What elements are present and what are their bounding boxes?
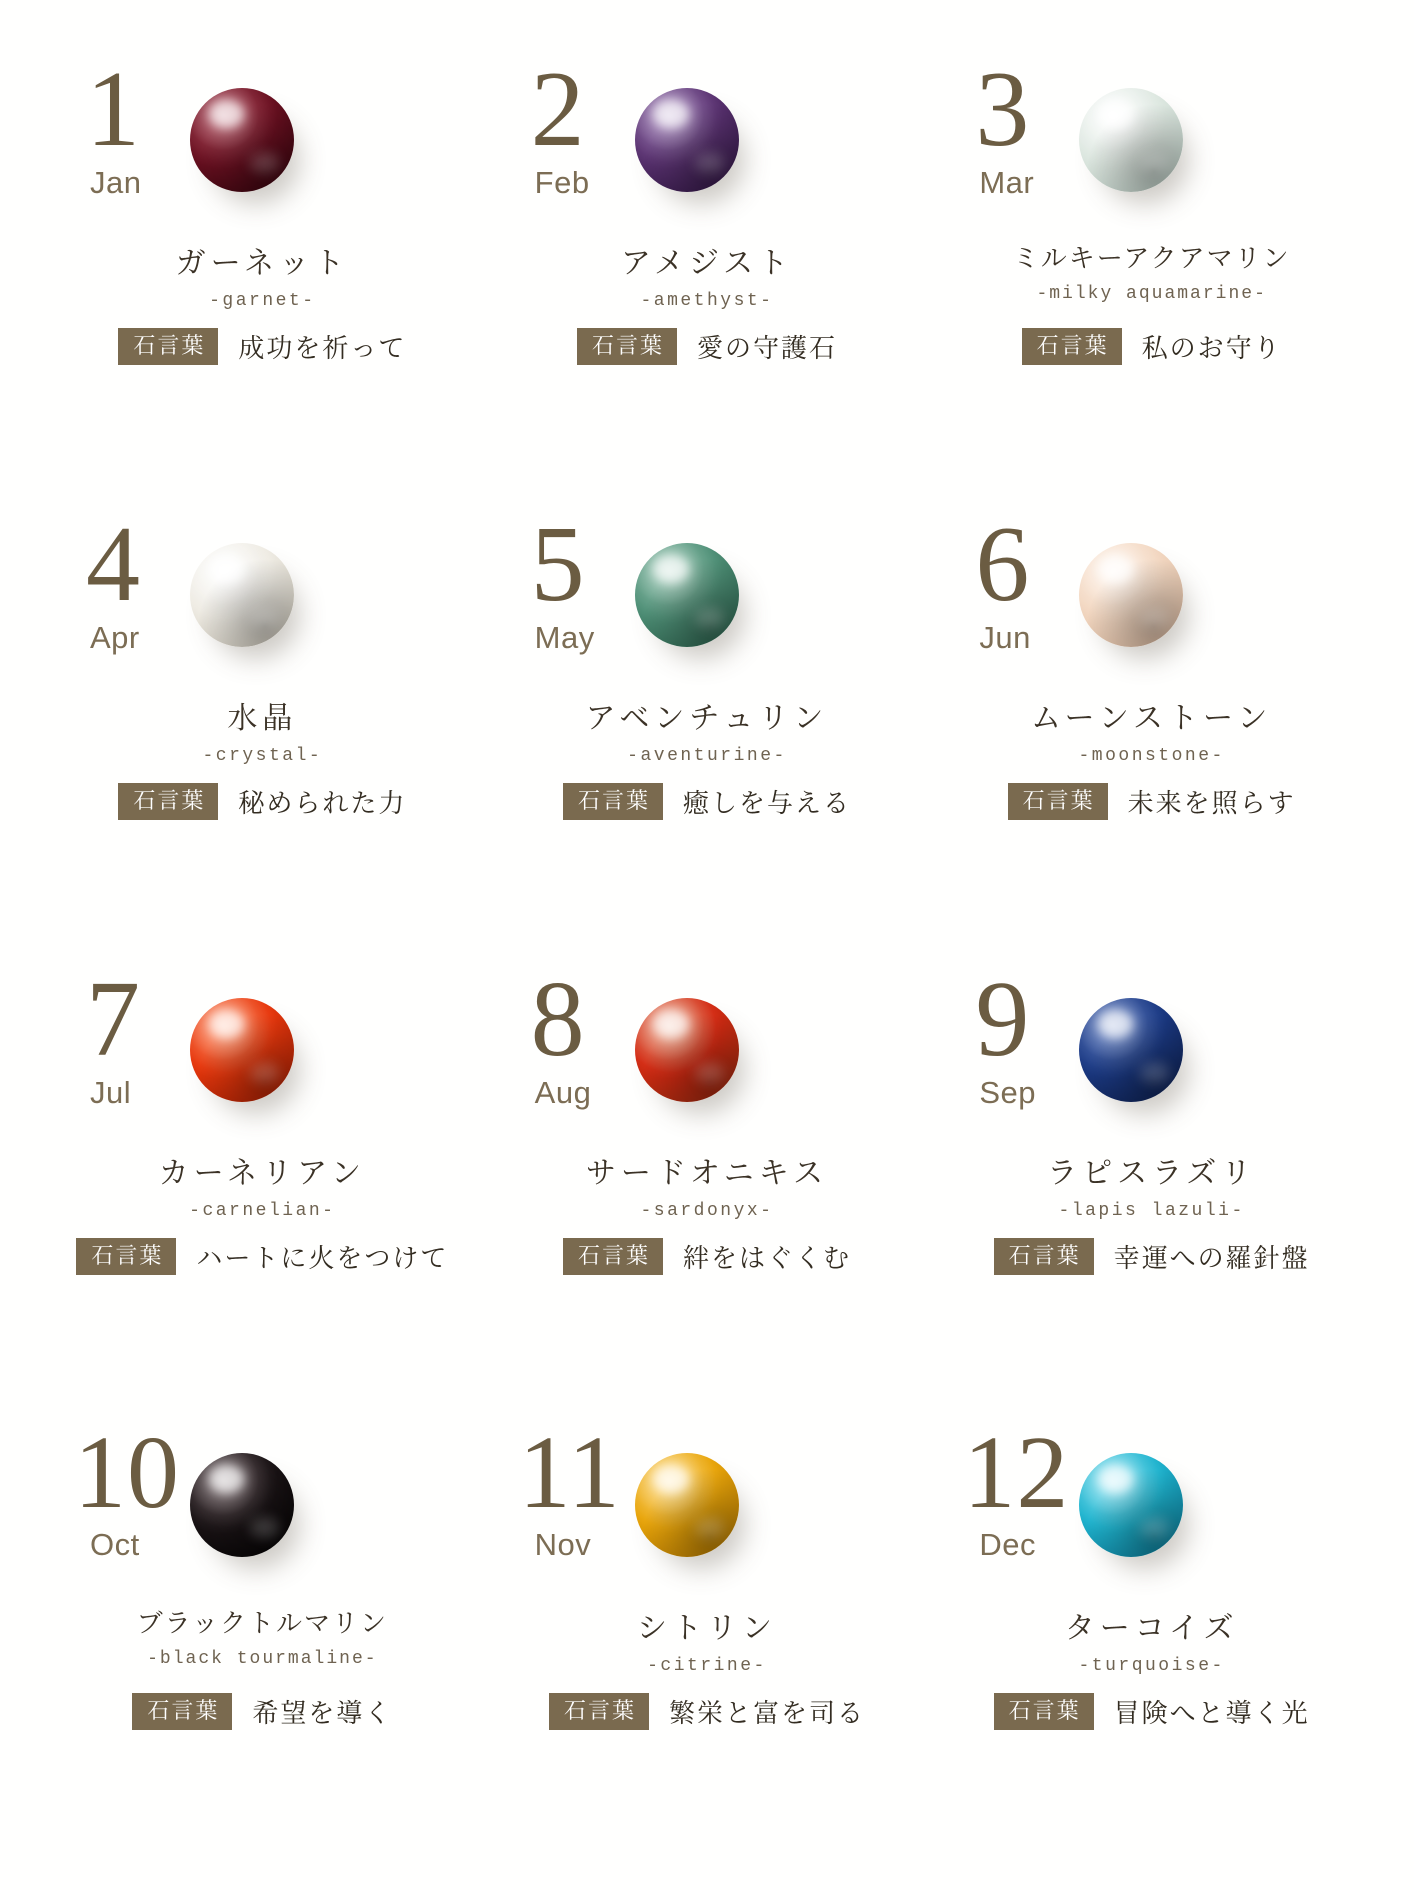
stone-name-en: -milky aquamarine- <box>1036 284 1267 304</box>
stone-name-block <box>485 1148 930 1221</box>
stone-name-block <box>485 1603 930 1676</box>
stone-word-row <box>929 328 1374 365</box>
bead-highlight <box>1098 1465 1133 1492</box>
month-abbr: Sep <box>979 1075 1036 1111</box>
stone-word-row <box>485 1238 930 1275</box>
month-abbr: Jul <box>90 1075 132 1111</box>
month-number: 4 <box>86 505 139 624</box>
stone-name-en: -moonstone- <box>1078 746 1225 766</box>
stone-name-block <box>929 1148 1374 1221</box>
month-number: 2 <box>530 50 584 169</box>
stone-name-block <box>40 238 485 311</box>
bead-highlight <box>1098 1010 1133 1037</box>
birthstone-card-oct <box>40 1395 485 1850</box>
stone-name-block <box>40 1603 485 1669</box>
stone-name-ja: サードオニキス <box>585 1157 829 1190</box>
stone-word-text: 希望を導く <box>252 1699 393 1728</box>
stone-bead-wrap <box>190 998 310 1118</box>
stone-word-tag: 石言葉 <box>1008 783 1108 820</box>
birthstone-card-aug <box>485 940 930 1395</box>
stone-name-block <box>929 693 1374 766</box>
stone-word-row <box>40 783 485 820</box>
stone-name-ja: シトリン <box>636 1612 777 1645</box>
month-abbr: Jan <box>90 165 142 201</box>
stone-word-text: ハートに火をつけて <box>196 1244 449 1273</box>
month-abbr: Apr <box>90 620 140 656</box>
amethyst-stone-icon <box>635 88 739 192</box>
birthstone-card-mar <box>929 30 1374 485</box>
stone-word-tag: 石言葉 <box>76 1238 176 1275</box>
stone-name-en: -turquoise- <box>1078 1656 1225 1676</box>
month-abbr: Aug <box>534 1075 592 1111</box>
month-number: 12 <box>963 1415 1070 1530</box>
bead-highlight <box>653 100 688 127</box>
month-abbr: Mar <box>979 165 1035 201</box>
stone-name-ja: ターコイズ <box>1064 1612 1239 1645</box>
stone-word-text: 冒険へと導く光 <box>1113 1699 1310 1728</box>
stone-word-row <box>929 1238 1374 1275</box>
birthstone-card-dec <box>929 1395 1374 1850</box>
stone-name-en: -aventurine- <box>627 746 787 766</box>
crystal-stone-icon <box>190 543 294 647</box>
bead-shading <box>1079 88 1183 192</box>
bead-shading <box>635 543 739 647</box>
stone-name-block <box>929 1603 1374 1676</box>
birthstone-card-jun <box>929 485 1374 940</box>
month-number: 1 <box>86 50 139 169</box>
stone-name-block <box>485 238 930 311</box>
stone-bead-wrap <box>635 998 755 1118</box>
stone-word-text: 成功を祈って <box>238 334 407 363</box>
bead-highlight <box>209 1010 244 1037</box>
birthstone-card-apr <box>40 485 485 940</box>
stone-word-row <box>40 328 485 365</box>
bead-shading <box>635 1453 739 1557</box>
stone-bead-wrap <box>1079 1453 1199 1573</box>
turquoise-stone-icon <box>1079 1453 1183 1557</box>
stone-word-text: 秘められた力 <box>238 789 407 818</box>
month-number: 6 <box>975 505 1029 624</box>
stone-word-tag: 石言葉 <box>563 783 663 820</box>
bead-highlight <box>209 555 244 582</box>
sardonyx-stone-icon <box>635 998 739 1102</box>
citrine-stone-icon <box>635 1453 739 1557</box>
stone-word-tag: 石言葉 <box>577 328 677 365</box>
stone-name-en: -crystal- <box>202 746 323 766</box>
stone-word-row <box>485 783 930 820</box>
bead-shading <box>190 88 294 192</box>
bead-highlight <box>209 100 244 127</box>
bead-shading <box>190 998 294 1102</box>
birthstone-card-nov <box>485 1395 930 1850</box>
stone-word-tag: 石言葉 <box>549 1693 649 1730</box>
stone-word-row <box>485 1693 930 1730</box>
month-abbr: Feb <box>534 165 590 201</box>
stone-bead-wrap <box>635 88 755 208</box>
stone-word-row <box>40 1693 485 1730</box>
bead-secondary-highlight <box>1140 152 1169 173</box>
black-tourmaline-stone-icon <box>190 1453 294 1557</box>
stone-name-ja: アメジスト <box>620 247 794 280</box>
stone-name-en: -black tourmaline- <box>147 1649 378 1669</box>
stone-name-ja: ラピスラズリ <box>1047 1157 1257 1190</box>
month-abbr: Nov <box>534 1526 592 1562</box>
stone-bead-wrap <box>1079 88 1199 208</box>
month-abbr: Dec <box>979 1526 1036 1562</box>
stone-name-en: -carnelian- <box>189 1201 336 1221</box>
stone-word-tag: 石言葉 <box>118 328 218 365</box>
bead-secondary-highlight <box>1140 607 1169 628</box>
bead-shading <box>1079 543 1183 647</box>
stone-word-tag: 石言葉 <box>563 1238 663 1275</box>
stone-name-block <box>40 1148 485 1221</box>
moonstone-stone-icon <box>1079 543 1183 647</box>
birthstone-card-may <box>485 485 930 940</box>
month-number: 8 <box>530 960 584 1079</box>
bead-secondary-highlight <box>1140 1062 1169 1083</box>
stone-name-ja: ガーネット <box>175 247 350 280</box>
bead-shading <box>190 543 294 647</box>
bead-highlight <box>653 1465 688 1492</box>
stone-word-tag: 石言葉 <box>132 1693 232 1730</box>
birthstone-card-jul <box>40 940 485 1395</box>
stone-word-text: 私のお守り <box>1141 334 1282 363</box>
stone-bead-wrap <box>190 543 310 663</box>
birthstone-grid <box>40 30 1374 1850</box>
stone-bead-wrap <box>1079 543 1199 663</box>
stone-bead-wrap <box>190 1453 310 1573</box>
stone-name-ja: アベンチュリン <box>585 702 829 735</box>
stone-name-ja: 水晶 <box>227 702 298 735</box>
garnet-stone-icon <box>190 88 294 192</box>
bead-highlight <box>653 1010 688 1037</box>
bead-highlight <box>653 555 688 582</box>
stone-word-row <box>929 783 1374 820</box>
stone-name-en: -amethyst- <box>640 291 774 311</box>
stone-name-en: -lapis lazuli- <box>1058 1201 1245 1221</box>
bead-shading <box>635 998 739 1102</box>
stone-name-en: -citrine- <box>647 1656 767 1676</box>
bead-highlight <box>209 1465 244 1492</box>
month-number: 5 <box>530 505 584 624</box>
stone-name-ja: ムーンストーン <box>1030 702 1273 735</box>
stone-bead-wrap <box>190 88 310 208</box>
bead-shading <box>635 88 739 192</box>
stone-word-text: 幸運への羅針盤 <box>1113 1244 1310 1273</box>
stone-name-ja: ブラックトルマリン <box>136 1609 389 1638</box>
month-abbr: May <box>534 620 595 656</box>
month-number: 3 <box>975 50 1029 169</box>
stone-word-text: 未来を照らす <box>1127 789 1296 818</box>
stone-name-block <box>485 693 930 766</box>
stone-word-tag: 石言葉 <box>1022 328 1122 365</box>
stone-name-block <box>40 693 485 766</box>
stone-bead-wrap <box>1079 998 1199 1118</box>
month-number: 10 <box>74 1415 180 1530</box>
birthstone-card-jan <box>40 30 485 485</box>
birthstone-card-feb <box>485 30 930 485</box>
bead-shading <box>190 1453 294 1557</box>
bead-highlight <box>1098 555 1133 582</box>
stone-word-text: 絆をはぐくむ <box>682 1244 851 1273</box>
stone-word-row <box>929 1693 1374 1730</box>
aventurine-stone-icon <box>635 543 739 647</box>
month-number: 11 <box>518 1415 621 1530</box>
stone-word-row <box>485 328 930 365</box>
stone-word-row <box>40 1238 485 1275</box>
stone-bead-wrap <box>635 1453 755 1573</box>
stone-bead-wrap <box>635 543 755 663</box>
stone-name-ja: ミルキーアクアマリン <box>1012 244 1291 273</box>
bead-secondary-highlight <box>1140 1517 1169 1538</box>
month-number: 9 <box>975 960 1029 1079</box>
milky-aquamarine-stone-icon <box>1079 88 1183 192</box>
stone-word-text: 癒しを与える <box>682 789 851 818</box>
birthstone-card-sep <box>929 940 1374 1395</box>
stone-word-text: 繁栄と富を司る <box>668 1699 865 1728</box>
month-abbr: Oct <box>90 1526 140 1562</box>
stone-name-en: -garnet- <box>209 291 316 311</box>
stone-word-tag: 石言葉 <box>118 783 218 820</box>
stone-name-ja: カーネリアン <box>158 1157 366 1190</box>
stone-name-en: -sardonyx- <box>640 1201 774 1221</box>
bead-highlight <box>1098 100 1133 127</box>
month-abbr: Jun <box>979 620 1031 656</box>
stone-word-tag: 石言葉 <box>994 1693 1094 1730</box>
carnelian-stone-icon <box>190 998 294 1102</box>
stone-name-block <box>929 238 1374 304</box>
bead-shading <box>1079 998 1183 1102</box>
lapis-lazuli-stone-icon <box>1079 998 1183 1102</box>
month-number: 7 <box>86 960 139 1079</box>
bead-shading <box>1079 1453 1183 1557</box>
stone-word-tag: 石言葉 <box>994 1238 1094 1275</box>
stone-word-text: 愛の守護石 <box>696 334 837 363</box>
